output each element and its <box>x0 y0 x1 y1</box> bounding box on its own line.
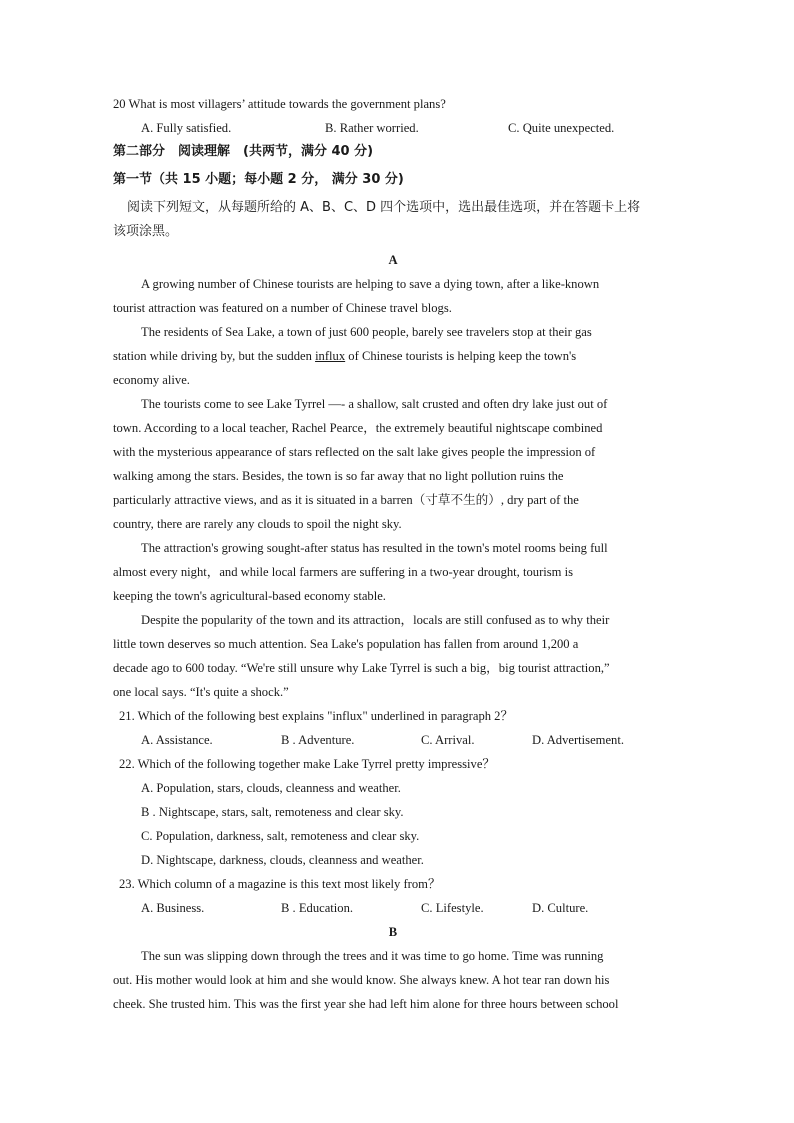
text-span: station while driving by, but the sudden <box>113 349 316 363</box>
option-b: B . Education. <box>281 901 354 915</box>
passage-a-label: A <box>388 253 398 267</box>
option-a: A. Business. <box>141 901 205 915</box>
option-c: C. Lifestyle. <box>421 901 484 915</box>
option-a: A. Fully satisfied. <box>141 121 232 135</box>
passage-b-line: cheek. She trusted him. This was the first year she had left him alone for three hours between school <box>113 997 619 1011</box>
passage-a-line <box>113 344 673 368</box>
passage-a-line: keeping the town's agricultural-based economy stable. <box>113 589 386 603</box>
option-d: D. Advertisement. <box>532 733 624 747</box>
option-c: C. Arrival. <box>421 733 475 747</box>
passage-a-line: The residents of Sea Lake, a town of just 600 people, barely see travelers stop at their gas <box>141 325 592 339</box>
question-20: 20 What is most villagers’ attitude towards the government plans? <box>113 97 446 111</box>
passage-b-line: out. His mother would look at him and she would know. She always knew. A hot tear ran down his <box>113 973 610 987</box>
passage-a-line: walking among the stars. Besides, the town is so far away that no light pollution ruins the <box>113 469 564 483</box>
passage-a-line: almost every night，and while local farmers are suffering in a two-year drought, tourism is <box>113 565 574 579</box>
passage-a-line: little town deserves so much attention. Sea Lake's population has fallen from around 1,200 a <box>113 637 579 651</box>
option-c: C. Quite unexpected. <box>508 121 615 135</box>
question-21: 21. Which of the following best explains "influx" underlined in paragraph 2？ <box>119 709 514 723</box>
option-b: B. Rather worried. <box>325 121 419 135</box>
passage-a-line: particularly attractive views, and as it is situated in a barren（寸草不生的）, dry part of the <box>113 493 579 507</box>
passage-a-line: A growing number of Chinese tourists are helping to save a dying town, after a like-known <box>141 277 600 291</box>
question-23-options <box>113 896 673 920</box>
option-d: D. Nightscape, darkness, clouds, cleanness and weather. <box>141 853 424 867</box>
question-22: 22. Which of the following together make Lake Tyrrel pretty impressive？ <box>119 757 496 771</box>
option-a: A. Assistance. <box>141 733 213 747</box>
question-21-options <box>113 728 673 752</box>
text-span: of Chinese tourists is helping keep the town's <box>345 349 577 363</box>
exam-page <box>113 92 673 1016</box>
passage-a-line: economy alive. <box>113 373 190 387</box>
passage-a-line: The attraction's growing sought-after status has resulted in the town's motel rooms being full <box>141 541 608 555</box>
option-b: B . Adventure. <box>281 733 355 747</box>
passage-a-line: decade ago to 600 today. “We're still unsure why Lake Tyrrel is such a big，big tourist attraction,” <box>113 661 610 675</box>
passage-a-line: with the mysterious appearance of stars reflected on the salt lake gives people the impression of <box>113 445 596 459</box>
underlined-word-influx: influx <box>315 349 346 363</box>
option-a: A. Population, stars, clouds, cleanness and weather. <box>141 781 401 795</box>
option-d: D. Culture. <box>532 901 589 915</box>
passage-a-line: The tourists come to see Lake Tyrrel —- a shallow, salt crusted and often dry lake just out of <box>141 397 608 411</box>
question-20-options <box>113 116 673 140</box>
part-two-title: 第二部分 阅读理解 (共两节，满分 40 分) <box>113 144 374 159</box>
passage-b-line: The sun was slipping down through the trees and it was time to go home. Time was running <box>141 949 604 963</box>
passage-a-line: town. According to a local teacher, Rachel Pearce，the extremely beautiful nightscape combined <box>113 421 603 435</box>
passage-a-line: tourist attraction was featured on a number of Chinese travel blogs. <box>113 301 452 315</box>
passage-a-line: country, there are rarely any clouds to spoil the night sky. <box>113 517 402 531</box>
instruction-line-1: 阅读下列短文，从每题所给的 A、B、C、D 四个选项中，选出最佳选项，并在答题卡上将 <box>127 200 641 215</box>
instruction-line-2: 该项涂黑。 <box>113 224 179 239</box>
section-one-title: 第一节（共 15 小题；每小题 2 分， 满分 30 分) <box>113 172 404 187</box>
passage-b-label: B <box>388 925 398 939</box>
question-23: 23. Which column of a magazine is this text most likely from？ <box>119 877 441 891</box>
passage-a-line: Despite the popularity of the town and its attraction，locals are still confused as to why their <box>141 613 610 627</box>
passage-a-line: one local says. “It's quite a shock.” <box>113 685 289 699</box>
option-c: C. Population, darkness, salt, remoteness and clear sky. <box>141 829 420 843</box>
option-b: B . Nightscape, stars, salt, remoteness and clear sky. <box>141 805 404 819</box>
